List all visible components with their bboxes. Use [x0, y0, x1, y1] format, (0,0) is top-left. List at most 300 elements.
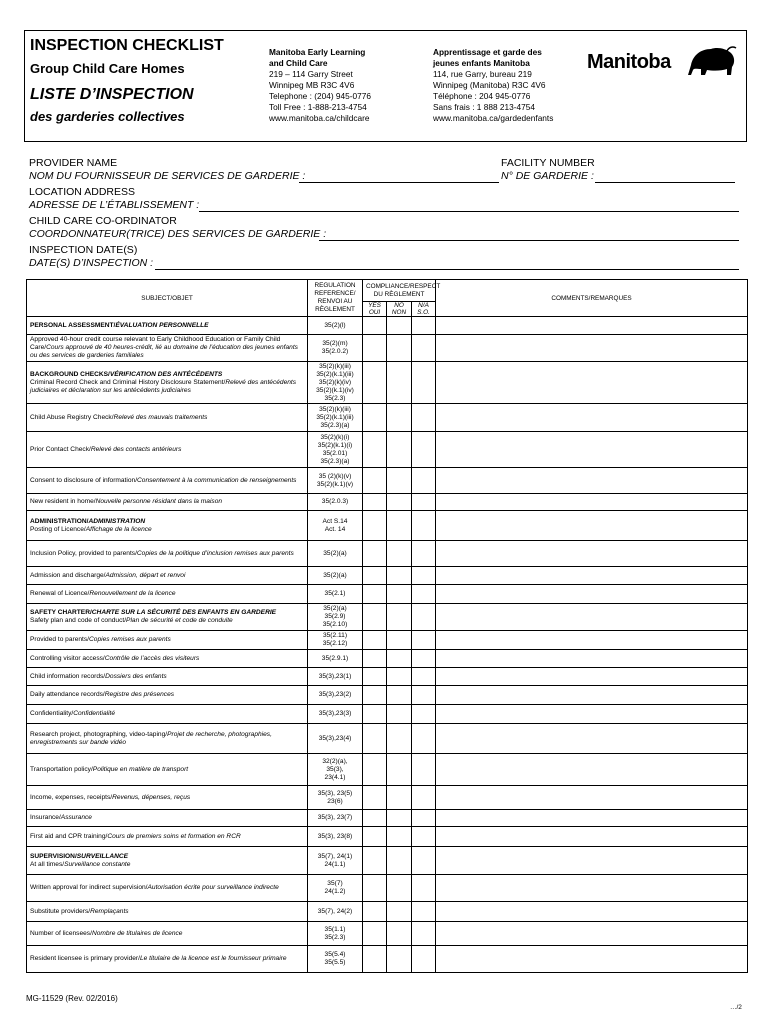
address-fr-line7: www.manitoba.ca/gardedenfants: [433, 113, 554, 123]
table-row: [27, 875, 748, 902]
page-continuation: …/2: [730, 1004, 742, 1011]
no-checkbox-cell[interactable]: [387, 494, 412, 511]
section-heading-en: PERSONAL ASSESSMENT/: [30, 321, 116, 329]
na-checkbox-cell[interactable]: [412, 754, 436, 786]
item-text-en: Approved 40-hour credit course relevant to Early Childhood Education or Family Child Care/: [30, 336, 281, 351]
subject-cell: [27, 604, 308, 631]
yes-checkbox-cell[interactable]: [363, 786, 387, 810]
item-text-fr: Dossiers des enfants: [105, 672, 167, 680]
item-description: [30, 710, 304, 718]
no-checkbox-cell[interactable]: [387, 650, 412, 668]
item-description: [30, 908, 304, 916]
na-checkbox-cell[interactable]: [412, 946, 436, 973]
yes-checkbox-cell[interactable]: [363, 567, 387, 585]
comments-cell[interactable]: [436, 511, 748, 541]
address-en: [269, 47, 371, 124]
title-en: INSPECTION CHECKLIST: [30, 37, 224, 54]
comments-cell[interactable]: [436, 567, 748, 585]
no-checkbox-cell[interactable]: [387, 705, 412, 724]
regulation-cell: 35(7) 24(1.2): [308, 875, 363, 902]
section-heading-fr: SURVEILLANCE: [76, 852, 129, 860]
item-text-en: First aid and CPR training/: [30, 832, 108, 840]
regulation-cell: 35(3), 23(7): [308, 810, 363, 827]
no-checkbox-cell[interactable]: [387, 604, 412, 631]
comments-cell[interactable]: [436, 847, 748, 875]
table-row: [27, 631, 748, 650]
na-checkbox-cell[interactable]: [412, 404, 436, 432]
comments-cell[interactable]: [436, 468, 748, 494]
table-row: [27, 335, 748, 362]
item-description: [30, 414, 304, 422]
section-heading-en: ADMINISTRATION/: [30, 517, 89, 525]
item-text-fr: Revenus, dépenses, reçus: [112, 793, 191, 801]
table-row: [27, 511, 748, 541]
facility-label-en: FACILITY NUMBER: [501, 157, 595, 169]
address-fr: [433, 47, 553, 124]
item-text-fr: Nouvelle personne résidant dans la maison: [95, 498, 223, 505]
yes-checkbox-cell[interactable]: [363, 650, 387, 668]
no-checkbox-cell[interactable]: [387, 875, 412, 902]
na-checkbox-cell[interactable]: [412, 511, 436, 541]
comments-cell[interactable]: [436, 705, 748, 724]
no-checkbox-cell[interactable]: [387, 786, 412, 810]
coordinator-label-fr: COORDONNATEUR(TRICE) DES SERVICES DE GARDERIE :: [29, 228, 327, 240]
regulation-cell: 35(7), 24(2): [308, 902, 363, 922]
comments-cell[interactable]: [436, 875, 748, 902]
comments-cell[interactable]: [436, 902, 748, 922]
provider-label-fr: NOM DU FOURNISSEUR DE SERVICES DE GARDERIE :: [29, 170, 306, 182]
item-description: [30, 655, 304, 663]
subject-cell: [27, 494, 308, 511]
item-text-en: At all times/: [30, 860, 65, 868]
item-text-fr: Relevé des contacts antérieurs: [90, 445, 182, 453]
regulation-cell: 35(2)(k)(iii) 35(2)(k.1)(iii) 35(2.3)(a): [308, 404, 363, 432]
item-text-en: Safety plan and code of conduct/: [30, 617, 127, 624]
section-heading: [30, 609, 304, 617]
na-checkbox-cell[interactable]: [412, 585, 436, 604]
item-text-fr: Renouvellement de la licence: [89, 590, 176, 597]
yes-checkbox-cell[interactable]: [363, 902, 387, 922]
item-description: [30, 766, 304, 774]
table-row: [27, 922, 748, 946]
item-text-en: Insurance/: [30, 814, 61, 821]
subject-cell: [27, 847, 308, 875]
no-checkbox-cell[interactable]: [387, 567, 412, 585]
regulation-cell: 35(2.9.1): [308, 650, 363, 668]
item-description: [30, 636, 304, 644]
yes-checkbox-cell[interactable]: [363, 686, 387, 705]
subject-cell: [27, 875, 308, 902]
item-text-fr: Copies remises aux parents: [89, 636, 171, 643]
address-en-line6: Toll Free : 1-888-213-4754: [269, 102, 367, 112]
regulation-cell: 35 (2)(k)(v) 35(2)(k.1)(v): [308, 468, 363, 494]
item-text-fr: Consentement à la communication de renseignements: [137, 476, 297, 484]
na-checkbox-cell[interactable]: [412, 847, 436, 875]
inspection-table: [26, 279, 748, 973]
item-text-fr: Remplaçants: [90, 907, 129, 915]
dates-label-en: INSPECTION DATE(S): [29, 244, 138, 256]
provider-name-field[interactable]: [299, 182, 499, 183]
address-fr-line2: jeunes enfants Manitoba: [433, 58, 530, 68]
section-heading: [30, 518, 304, 526]
address-en-line3: 219 – 114 Garry Street: [269, 69, 353, 79]
item-text-fr: Admission, départ et renvoi: [105, 571, 186, 579]
subject-cell: [27, 541, 308, 567]
item-text-en: Number of licensees/: [30, 929, 92, 937]
comments-cell[interactable]: [436, 754, 748, 786]
na-checkbox-cell[interactable]: [412, 705, 436, 724]
item-description: [30, 336, 304, 360]
item-description: [30, 833, 304, 841]
item-text-en: Controlling visitor access/: [30, 654, 105, 662]
regulation-cell: 35(3), 23(5) 23(6): [308, 786, 363, 810]
section-heading-fr: VÉRIFICATION DES ANTÉCÉDENTS: [109, 370, 223, 378]
regulation-cell: 35(7), 24(1) 24(1.1): [308, 847, 363, 875]
na-checkbox-cell[interactable]: [412, 875, 436, 902]
yes-checkbox-cell[interactable]: [363, 585, 387, 604]
comments-cell[interactable]: [436, 362, 748, 404]
col-yes: YES OUI: [363, 302, 387, 317]
item-description: [30, 731, 304, 747]
table-row: [27, 404, 748, 432]
subject-cell: [27, 432, 308, 468]
regulation-cell: 35(2.0.3): [308, 494, 363, 511]
no-checkbox-cell[interactable]: [387, 827, 412, 847]
regulation-cell: 35(3),23(4): [308, 724, 363, 754]
no-checkbox-cell[interactable]: [387, 902, 412, 922]
no-checkbox-cell[interactable]: [387, 511, 412, 541]
col-na: N/A S.O.: [412, 302, 436, 317]
item-description: [30, 379, 304, 395]
yes-checkbox-cell[interactable]: [363, 604, 387, 631]
subject-cell: [27, 786, 308, 810]
item-text-en: Posting of Licence/: [30, 525, 86, 533]
subject-cell: [27, 468, 308, 494]
na-checkbox-cell[interactable]: [412, 468, 436, 494]
regulation-cell: 35(2.11) 35(2.12): [308, 631, 363, 650]
regulation-cell: 35(3),23(3): [308, 705, 363, 724]
table-row: [27, 541, 748, 567]
table-row: [27, 786, 748, 810]
comments-cell[interactable]: [436, 668, 748, 686]
yes-checkbox-cell[interactable]: [363, 511, 387, 541]
yes-checkbox-cell[interactable]: [363, 724, 387, 754]
facility-label-fr: N° DE GARDERIE :: [501, 170, 594, 182]
comments-cell[interactable]: [436, 631, 748, 650]
item-text-fr: Confidentialité: [73, 710, 116, 717]
na-checkbox-cell[interactable]: [412, 541, 436, 567]
subject-cell: [27, 810, 308, 827]
no-checkbox-cell[interactable]: [387, 362, 412, 404]
address-en-line5: Telephone : (204) 945-0776: [269, 91, 371, 101]
item-description: [30, 884, 304, 892]
address-en-line7: www.manitoba.ca/childcare: [269, 113, 370, 123]
no-checkbox-cell[interactable]: [387, 946, 412, 973]
item-text-fr: Projet de recherche, photographies, enregistrements sur bande vidéo: [30, 730, 272, 746]
subject-cell: [27, 362, 308, 404]
form-number: MG-11529 (Rev. 02/2016): [26, 994, 118, 1003]
item-description: [30, 590, 304, 598]
table-row: [27, 468, 748, 494]
section-heading-en: BACKGROUND CHECKS/: [30, 370, 110, 378]
col-comments: COMMENTS/REMARQUES: [436, 280, 748, 317]
subject-cell: [27, 705, 308, 724]
subject-cell: [27, 317, 308, 335]
yes-checkbox-cell[interactable]: [363, 335, 387, 362]
provider-label-en: PROVIDER NAME: [29, 157, 118, 169]
na-checkbox-cell[interactable]: [412, 902, 436, 922]
regulation-cell: 35(1.1) 35(2.3): [308, 922, 363, 946]
yes-checkbox-cell[interactable]: [363, 875, 387, 902]
item-text-fr: Cours de premiers soins et formation en RCR: [107, 832, 241, 840]
subject-cell: [27, 567, 308, 585]
no-checkbox-cell[interactable]: [387, 724, 412, 754]
table-row: [27, 567, 748, 585]
section-heading: [30, 853, 304, 861]
item-description: [30, 526, 304, 534]
comments-cell[interactable]: [436, 404, 748, 432]
comments-cell[interactable]: [436, 585, 748, 604]
item-text-fr: Surveillance constante: [64, 860, 131, 868]
item-description: [30, 550, 304, 558]
table-row: [27, 650, 748, 668]
item-description: [30, 572, 304, 580]
regulation-cell: 32(2)(a), 35(3), 23(4.1): [308, 754, 363, 786]
comments-cell[interactable]: [436, 922, 748, 946]
yes-checkbox-cell[interactable]: [363, 631, 387, 650]
comments-cell[interactable]: [436, 827, 748, 847]
item-text-en: Substitute providers/: [30, 907, 91, 915]
yes-checkbox-cell[interactable]: [363, 668, 387, 686]
table-row: [27, 494, 748, 511]
yes-checkbox-cell[interactable]: [363, 810, 387, 827]
yes-checkbox-cell[interactable]: [363, 468, 387, 494]
subject-cell: [27, 511, 308, 541]
subject-cell: [27, 902, 308, 922]
table-row: [27, 902, 748, 922]
logo-wordmark: Manitoba: [587, 51, 671, 73]
item-description: [30, 673, 304, 681]
address-fr-line1: Apprentissage et garde des: [433, 47, 542, 57]
na-checkbox-cell[interactable]: [412, 724, 436, 754]
item-text-en: New resident in home/: [30, 498, 96, 505]
comments-cell[interactable]: [436, 946, 748, 973]
yes-checkbox-cell[interactable]: [363, 922, 387, 946]
manitoba-logo: [587, 43, 737, 83]
comments-cell[interactable]: [436, 786, 748, 810]
table-row: [27, 754, 748, 786]
table-row: [27, 668, 748, 686]
item-text-en: Renewal of Licence/: [30, 590, 90, 597]
yes-checkbox-cell[interactable]: [363, 847, 387, 875]
address-fr-line6: Sans frais : 1 888 213-4754: [433, 102, 535, 112]
na-checkbox-cell[interactable]: [412, 827, 436, 847]
regulation-cell: 35(2.1): [308, 585, 363, 604]
item-text-en: Consent to disclosure of information/: [30, 476, 138, 484]
address-fr-line5: Téléphone : 204 945-0776: [433, 91, 531, 101]
coordinator-field[interactable]: [319, 240, 739, 241]
item-description: [30, 861, 304, 869]
comments-cell[interactable]: [436, 686, 748, 705]
item-text-fr: Contrôle de l’accès des visiteurs: [104, 654, 200, 662]
location-label-en: LOCATION ADDRESS: [29, 186, 135, 198]
regulation-cell: 35(2)(k)(iii) 35(2)(k.1)(iii) 35(2)(k)(iv) 35(2)(k.1)(iv) 35(2.3): [308, 362, 363, 404]
item-text-fr: Autorisation écrite pour surveillance indirecte: [147, 884, 279, 891]
item-text-en: Resident licensee is primary provider/: [30, 955, 140, 962]
regulation-cell: 35(2)(a): [308, 567, 363, 585]
no-checkbox-cell[interactable]: [387, 585, 412, 604]
table-row: [27, 432, 748, 468]
na-checkbox-cell[interactable]: [412, 922, 436, 946]
na-checkbox-cell[interactable]: [412, 786, 436, 810]
subject-cell: [27, 724, 308, 754]
na-checkbox-cell[interactable]: [412, 604, 436, 631]
no-checkbox-cell[interactable]: [387, 686, 412, 705]
yes-checkbox-cell[interactable]: [363, 317, 387, 335]
comments-cell[interactable]: [436, 317, 748, 335]
item-text-en: Income, expenses, receipts/: [30, 793, 113, 801]
no-checkbox-cell[interactable]: [387, 432, 412, 468]
subject-cell: [27, 754, 308, 786]
na-checkbox-cell[interactable]: [412, 494, 436, 511]
table-row: [27, 317, 748, 335]
item-text-fr: Politique en matière de transport: [92, 765, 189, 773]
yes-checkbox-cell[interactable]: [363, 362, 387, 404]
subject-cell: [27, 650, 308, 668]
item-text-fr: Cours approuvé de 40 heures-crédit, lié au domaine de l’éducation des jeunes enfants ou des services de garderies familiales: [30, 344, 298, 359]
item-description: [30, 930, 304, 938]
comments-cell[interactable]: [436, 494, 748, 511]
yes-checkbox-cell[interactable]: [363, 705, 387, 724]
regulation-cell: 35(5.4) 35(5.5): [308, 946, 363, 973]
address-fr-line4: Winnipeg (Manitoba) R3C 4V6: [433, 80, 546, 90]
no-checkbox-cell[interactable]: [387, 668, 412, 686]
facility-number-field[interactable]: [595, 182, 735, 183]
no-checkbox-cell[interactable]: [387, 468, 412, 494]
table-row: [27, 724, 748, 754]
title-fr: LISTE D’INSPECTION: [30, 86, 194, 103]
item-text-fr: Relevé des antécédents judiciaires et déclaration sur les antécédents judiciaires: [30, 378, 297, 394]
comments-cell[interactable]: [436, 541, 748, 567]
item-text-fr: Le titulaire de la licence est le fournisseur primaire: [139, 955, 287, 962]
regulation-cell: 35(2)(a) 35(2.9) 35(2.10): [308, 604, 363, 631]
yes-checkbox-cell[interactable]: [363, 827, 387, 847]
comments-cell[interactable]: [436, 810, 748, 827]
yes-checkbox-cell[interactable]: [363, 432, 387, 468]
subject-cell: [27, 827, 308, 847]
section-heading: [30, 371, 304, 379]
address-en-line1: Manitoba Early Learning: [269, 47, 366, 57]
comments-cell[interactable]: [436, 335, 748, 362]
regulation-cell: 35(3),23(1): [308, 668, 363, 686]
no-checkbox-cell[interactable]: [387, 541, 412, 567]
no-checkbox-cell[interactable]: [387, 404, 412, 432]
coordinator-label-en: CHILD CARE CO-ORDINATOR: [29, 215, 177, 227]
na-checkbox-cell[interactable]: [412, 317, 436, 335]
comments-cell[interactable]: [436, 604, 748, 631]
table-row: [27, 827, 748, 847]
na-checkbox-cell[interactable]: [412, 810, 436, 827]
comments-cell[interactable]: [436, 650, 748, 668]
item-text-fr: Affichage de la licence: [85, 525, 152, 533]
item-text-fr: Relevé des mauvais traitements: [113, 413, 208, 421]
yes-checkbox-cell[interactable]: [363, 541, 387, 567]
table-row: [27, 362, 748, 404]
item-text-en: Provided to parents/: [30, 636, 90, 643]
table-body: [27, 317, 748, 973]
location-address-field[interactable]: [199, 211, 739, 212]
section-heading-en: SAFETY CHARTER/: [30, 609, 92, 616]
yes-checkbox-cell[interactable]: [363, 494, 387, 511]
table-row: [27, 585, 748, 604]
subject-cell: [27, 631, 308, 650]
no-checkbox-cell[interactable]: [387, 810, 412, 827]
item-description: [30, 498, 304, 506]
na-checkbox-cell[interactable]: [412, 362, 436, 404]
item-description: [30, 794, 304, 802]
na-checkbox-cell[interactable]: [412, 432, 436, 468]
dates-label-fr: DATE(S) D’INSPECTION :: [29, 257, 154, 269]
subject-cell: [27, 404, 308, 432]
na-checkbox-cell[interactable]: [412, 567, 436, 585]
inspection-dates-field[interactable]: [155, 269, 739, 270]
address-en-line4: Winnipeg MB R3C 4V6: [269, 80, 355, 90]
address-fr-line3: 114, rue Garry, bureau 219: [433, 69, 532, 79]
no-checkbox-cell[interactable]: [387, 317, 412, 335]
subject-cell: [27, 668, 308, 686]
header-box: [24, 30, 747, 142]
comments-cell[interactable]: [436, 432, 748, 468]
item-text-en: Criminal Record Check and Criminal History Disclosure Statement/: [30, 378, 226, 386]
yes-checkbox-cell[interactable]: [363, 404, 387, 432]
na-checkbox-cell[interactable]: [412, 668, 436, 686]
subtitle-fr: des garderies collectives: [30, 109, 185, 124]
item-text-fr: Nombre de titulaires de licence: [91, 929, 183, 937]
item-text-en: Inclusion Policy, provided to parents/: [30, 549, 137, 557]
col-regulation: REGULATION REFERENCE/ RENVOI AU RÈGLEMENT: [308, 280, 363, 317]
regulation-cell: 35(3), 23(8): [308, 827, 363, 847]
table-row: [27, 847, 748, 875]
no-checkbox-cell[interactable]: [387, 922, 412, 946]
table-row: [27, 686, 748, 705]
item-text-en: Transportation policy/: [30, 765, 93, 773]
na-checkbox-cell[interactable]: [412, 650, 436, 668]
item-text-en: Research project, photographing, video-taping/: [30, 730, 168, 738]
no-checkbox-cell[interactable]: [387, 754, 412, 786]
no-checkbox-cell[interactable]: [387, 631, 412, 650]
no-checkbox-cell[interactable]: [387, 335, 412, 362]
col-subject: SUBJECT/OBJET: [27, 280, 308, 317]
yes-checkbox-cell[interactable]: [363, 754, 387, 786]
item-description: [30, 617, 304, 625]
comments-cell[interactable]: [436, 724, 748, 754]
item-text-fr: Registre des présences: [104, 691, 175, 698]
regulation-cell: 35(3),23(2): [308, 686, 363, 705]
col-compliance: COMPLIANCE/RESPECT DU RÈGLEMENT: [363, 280, 436, 302]
yes-checkbox-cell[interactable]: [363, 946, 387, 973]
table-row: [27, 604, 748, 631]
na-checkbox-cell[interactable]: [412, 335, 436, 362]
table-row: [27, 946, 748, 973]
table-row: [27, 705, 748, 724]
item-description: [30, 446, 304, 454]
na-checkbox-cell[interactable]: [412, 686, 436, 705]
section-heading: [30, 322, 304, 330]
subject-cell: [27, 585, 308, 604]
na-checkbox-cell[interactable]: [412, 631, 436, 650]
no-checkbox-cell[interactable]: [387, 847, 412, 875]
item-text-en: Child information records/: [30, 672, 106, 680]
